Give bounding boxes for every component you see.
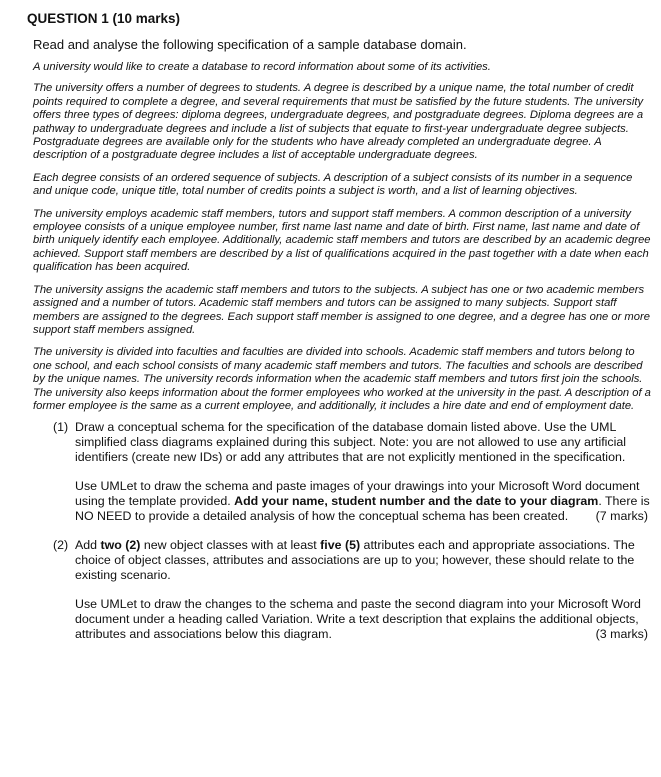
task-marks: (3 marks) xyxy=(595,627,648,642)
task-text: . There is NO NEED to provide a detailed analysis of how the conceptual schema has been created. xyxy=(75,494,650,524)
task-body xyxy=(75,538,651,642)
task-text: Use UMLet to draw the schema and paste images of your drawings into your Microsoft Word document using the template provided. xyxy=(75,479,640,509)
spec-paragraph: The university assigns the academic staff members and tutors to the subjects. A subject has one or two academic members assigned and a number of tutors. Academic staff members and tutors can be assigned to many subjects. Support staff members are assigned to the degrees. Each support staff member is assigned to one degree, and a degree has one or more support staff members assigned. xyxy=(33,283,650,336)
task-text: attributes each and appropriate associations. The choice of object classes, attributes and associations are up to you; however, these should relate to the existing scenario. xyxy=(75,538,635,583)
task-text: Add xyxy=(75,538,101,553)
question-title: QUESTION 1 (10 marks) xyxy=(27,11,181,26)
spec-paragraph: A university would like to create a database to record information about some of its activities. xyxy=(33,61,491,73)
task-paragraph: Draw a conceptual schema for the specification of the database domain listed above. Use the UML simplified class diagrams explained during this subject. Note: you are not allowed to use any artificial identifiers (create new IDs) or add any attributes that are not explicitly mentioned in the specification. xyxy=(75,420,626,465)
spec-paragraph: Each degree consists of an ordered sequence of subjects. A description of a subject consists of its number in a sequence and unique code, unique title, total number of credits points a subject is worth, and a list of learning objectives. xyxy=(33,171,633,198)
task-body xyxy=(75,420,651,524)
task-paragraph xyxy=(75,597,651,642)
task-number: (1) xyxy=(53,420,69,435)
task-text: new object classes with at least xyxy=(140,538,321,553)
spec-paragraph: The university employs academic staff members, tutors and support staff members. A common description of a university employee consists of a unique employee number, first name last name and date of birth. First name, last name and date of birth uniquely identify each employee. Additionally, academic staff members and tutors are described by an academic degree achieved. Support staff members are described by a list of qualifications acquired in the past together with a date when each qualification has been acquired. xyxy=(33,207,651,274)
task-item xyxy=(53,420,651,524)
question-intro: Read and analyse the following specification of a sample database domain. xyxy=(33,37,467,52)
task-paragraph xyxy=(75,479,651,524)
task-paragraph xyxy=(75,538,651,583)
task-item xyxy=(53,538,651,642)
task-bold-text: Add your name, student number and the date to your diagram xyxy=(234,494,599,509)
task-bold-text: two (2) xyxy=(100,538,141,553)
spec-paragraph: The university offers a number of degrees to students. A degree is described by a unique name, the total number of credit points required to complete a degree, and several requirements that must be satisfied by the future students. The university offers three types of degrees: diploma degrees, undergraduate degrees, and postgraduate degrees. Diploma degrees are a pathway to undergraduate degrees and include a list of subjects that equate to first-year undergraduate degree subjects. Postgraduate degrees are available only for the students who have already completed an undergraduate degree. A description of a postgraduate degree includes a list of acceptable undergraduate degrees. xyxy=(33,82,644,162)
task-list xyxy=(53,420,651,642)
task-number: (2) xyxy=(53,538,69,553)
task-text: Use UMLet to draw the changes to the schema and paste the second diagram into your Microsoft Word document under a heading called Variation. Write a text description that explains the additional objects, attributes and associations below this diagram. xyxy=(75,597,641,642)
task-marks: (7 marks) xyxy=(595,509,648,524)
spec-paragraph: The university is divided into faculties and faculties are divided into schools. Academic staff members and tutors belong to one school, and each school consists of many academic staff members and tutors. The faculties and schools are described by the unique names. The university records information when the academic staff members and tutors first join the schools. The university also keeps information about the former employees who worked at the university in the past. A description of a former employee is the same as a current employee, and additionally, it includes a hire date and end of employment date. xyxy=(33,346,651,412)
task-bold-text: five (5) xyxy=(320,538,361,553)
